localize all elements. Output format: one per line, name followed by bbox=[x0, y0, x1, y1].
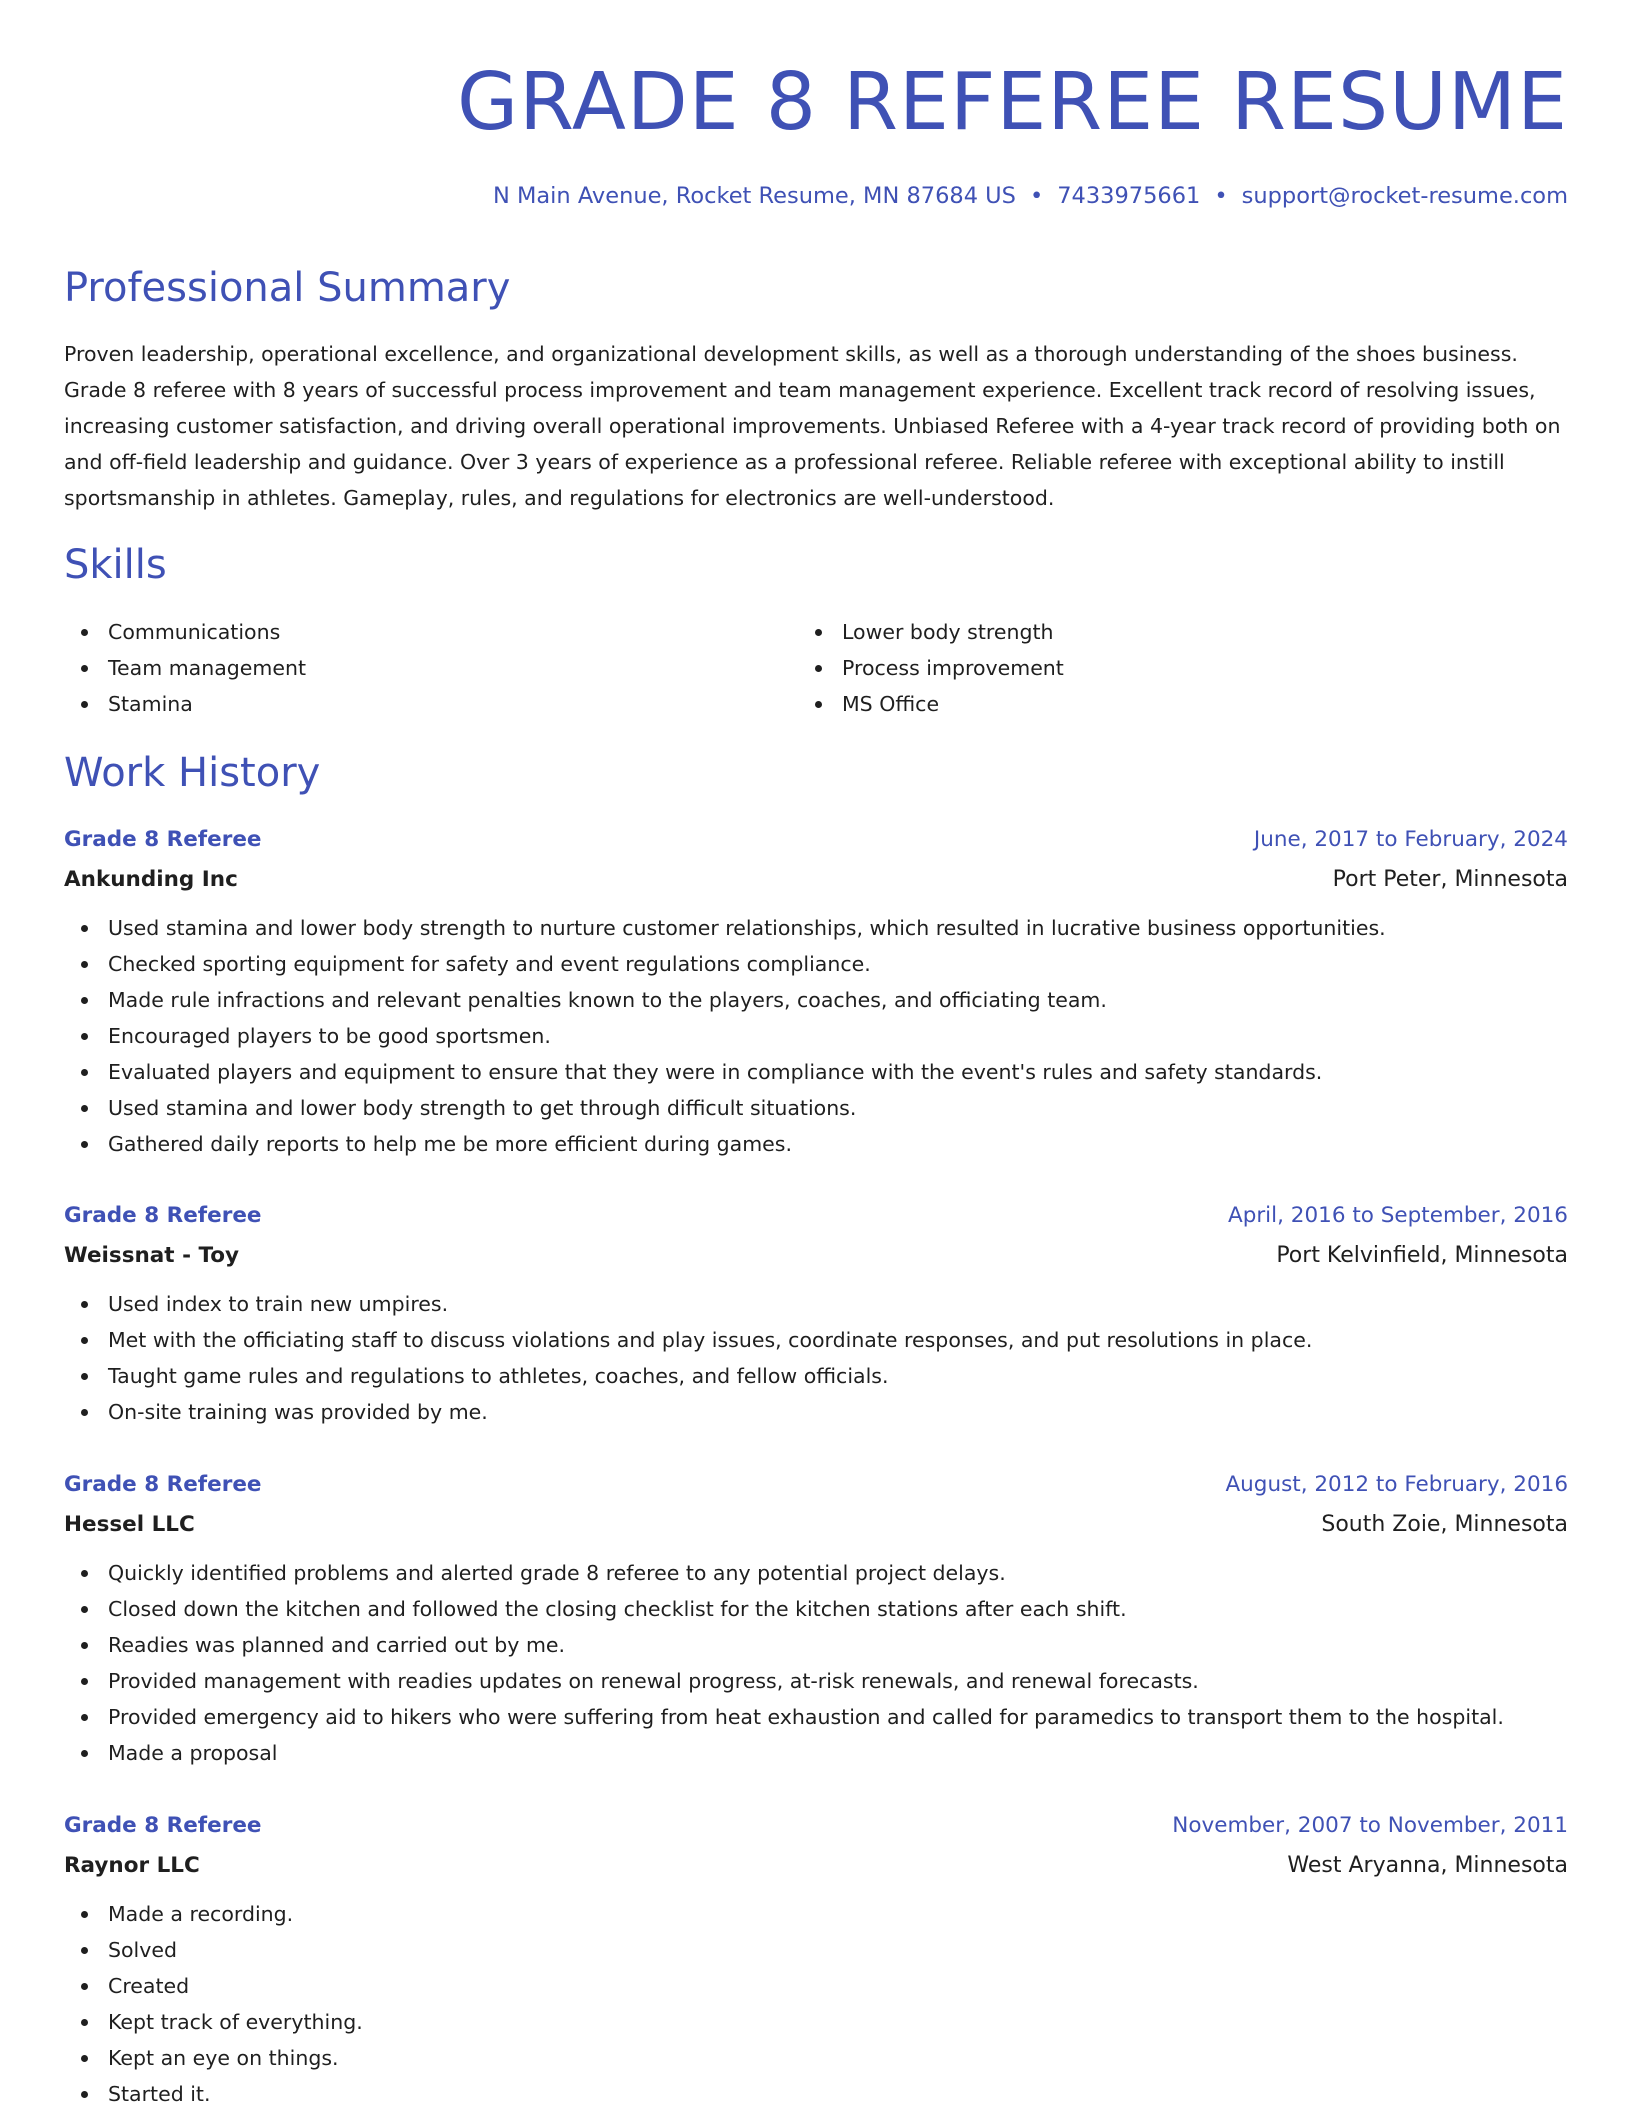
job-bullet: Used stamina and lower body strength to get through difficult situations. bbox=[64, 1090, 1568, 1126]
work-history-heading: Work History bbox=[64, 750, 321, 796]
job-bullet: Made a proposal bbox=[64, 1735, 1568, 1771]
job-title: Grade 8 Referee bbox=[64, 827, 262, 852]
job-location: Port Kelvinfield, Minnesota bbox=[1276, 1243, 1568, 1268]
job-bullet: Met with the officiating staff to discuss violations and play issues, coordinate responses, and put resolutions in place. bbox=[64, 1322, 1568, 1358]
job-bullet: On-site training was provided by me. bbox=[64, 1394, 1568, 1430]
job-title: Grade 8 Referee bbox=[64, 1472, 262, 1497]
job-title: Grade 8 Referee bbox=[64, 1203, 262, 1228]
job-bullet: Kept an eye on things. bbox=[64, 2040, 1568, 2076]
contact-line bbox=[493, 180, 1568, 212]
contact-address: N Main Avenue, Rocket Resume, MN 87684 US bbox=[492, 183, 1016, 209]
job-bullet: Used stamina and lower body strength to nurture customer relationships, which resulted in lucrative business opportunities. bbox=[64, 910, 1568, 946]
skills-heading: Skills bbox=[64, 542, 167, 588]
skills-list-right bbox=[798, 614, 1064, 722]
skill-item: Stamina bbox=[64, 686, 306, 722]
summary-heading: Professional Summary bbox=[64, 265, 511, 311]
skill-item: MS Office bbox=[798, 686, 1064, 722]
job-title: Grade 8 Referee bbox=[64, 1813, 262, 1838]
skills-list-left bbox=[64, 614, 306, 722]
contact-phone: 7433975661 bbox=[1057, 183, 1201, 209]
job-bullets bbox=[64, 1286, 1568, 1430]
skill-item: Lower body strength bbox=[798, 614, 1064, 650]
job-bullet: Kept track of everything. bbox=[64, 2004, 1568, 2040]
job-location: West Aryanna, Minnesota bbox=[1287, 1853, 1568, 1878]
job-bullet: Evaluated players and equipment to ensure that they were in compliance with the event's rules and safety standards. bbox=[64, 1054, 1568, 1090]
skill-item: Process improvement bbox=[798, 650, 1064, 686]
job-dates: August, 2012 to February, 2016 bbox=[1225, 1472, 1568, 1497]
summary-text: Proven leadership, operational excellence, and organizational development skills, as well as a thorough understanding of the shoes business. Grade 8 referee with 8 years of successful process improvement and team management experience. Excellent track record of resolving issues, increasing customer satisfaction, and driving overall operational improvements. Unbiased Referee with a 4-year track record of providing both on and off-field leadership and guidance. Over 3 years of experience as a professional referee. Reliable referee with exceptional ability to instill sportsmanship in athletes. Gameplay, rules, and regulations for electronics are well-understood. bbox=[64, 342, 1561, 510]
job-bullet: Taught game rules and regulations to athletes, coaches, and fellow officials. bbox=[64, 1358, 1568, 1394]
job-location: South Zoie, Minnesota bbox=[1321, 1512, 1568, 1537]
job-company: Hessel LLC bbox=[64, 1512, 195, 1537]
job-bullet: Started it. bbox=[64, 2076, 1568, 2112]
job-bullet: Provided management with readies updates on renewal progress, at-risk renewals, and renewal forecasts. bbox=[64, 1663, 1568, 1699]
resume-title: GRADE 8 REFEREE RESUME bbox=[456, 56, 1568, 148]
job-bullet: Checked sporting equipment for safety and event regulations compliance. bbox=[64, 946, 1568, 982]
job-entry bbox=[64, 1465, 1568, 1771]
job-bullets bbox=[64, 1555, 1568, 1771]
contact-email: support@rocket-resume.com bbox=[1241, 183, 1568, 209]
job-company: Weissnat - Toy bbox=[64, 1243, 240, 1268]
job-company: Raynor LLC bbox=[64, 1853, 200, 1878]
job-bullet: Quickly identified problems and alerted grade 8 referee to any potential project delays. bbox=[64, 1555, 1568, 1591]
job-entry bbox=[64, 1806, 1568, 2112]
job-bullet: Solved bbox=[64, 1932, 1568, 1968]
job-dates: June, 2017 to February, 2024 bbox=[1253, 827, 1568, 852]
job-bullets bbox=[64, 910, 1568, 1162]
job-dates: November, 2007 to November, 2011 bbox=[1172, 1813, 1568, 1838]
job-entry bbox=[64, 820, 1568, 1162]
job-location: Port Peter, Minnesota bbox=[1332, 867, 1568, 892]
skill-item: Communications bbox=[64, 614, 306, 650]
job-bullet: Readies was planned and carried out by me. bbox=[64, 1627, 1568, 1663]
job-bullet: Made a recording. bbox=[64, 1896, 1568, 1932]
job-bullet: Used index to train new umpires. bbox=[64, 1286, 1568, 1322]
contact-separator: • bbox=[1029, 183, 1044, 209]
job-dates: April, 2016 to September, 2016 bbox=[1227, 1203, 1568, 1228]
job-entry bbox=[64, 1196, 1568, 1430]
job-company: Ankunding Inc bbox=[64, 867, 238, 892]
job-bullet: Created bbox=[64, 1968, 1568, 2004]
job-bullets bbox=[64, 1896, 1568, 2112]
skill-item: Team management bbox=[64, 650, 306, 686]
contact-separator: • bbox=[1214, 183, 1228, 209]
job-bullet: Provided emergency aid to hikers who were suffering from heat exhaustion and called for paramedics to transport them to the hospital. bbox=[64, 1699, 1568, 1735]
job-bullet: Encouraged players to be good sportsmen. bbox=[64, 1018, 1568, 1054]
job-bullet: Gathered daily reports to help me be more efficient during games. bbox=[64, 1126, 1568, 1162]
job-bullet: Closed down the kitchen and followed the closing checklist for the kitchen stations after each shift. bbox=[64, 1591, 1568, 1627]
job-bullet: Made rule infractions and relevant penalties known to the players, coaches, and officiating team. bbox=[64, 982, 1568, 1018]
